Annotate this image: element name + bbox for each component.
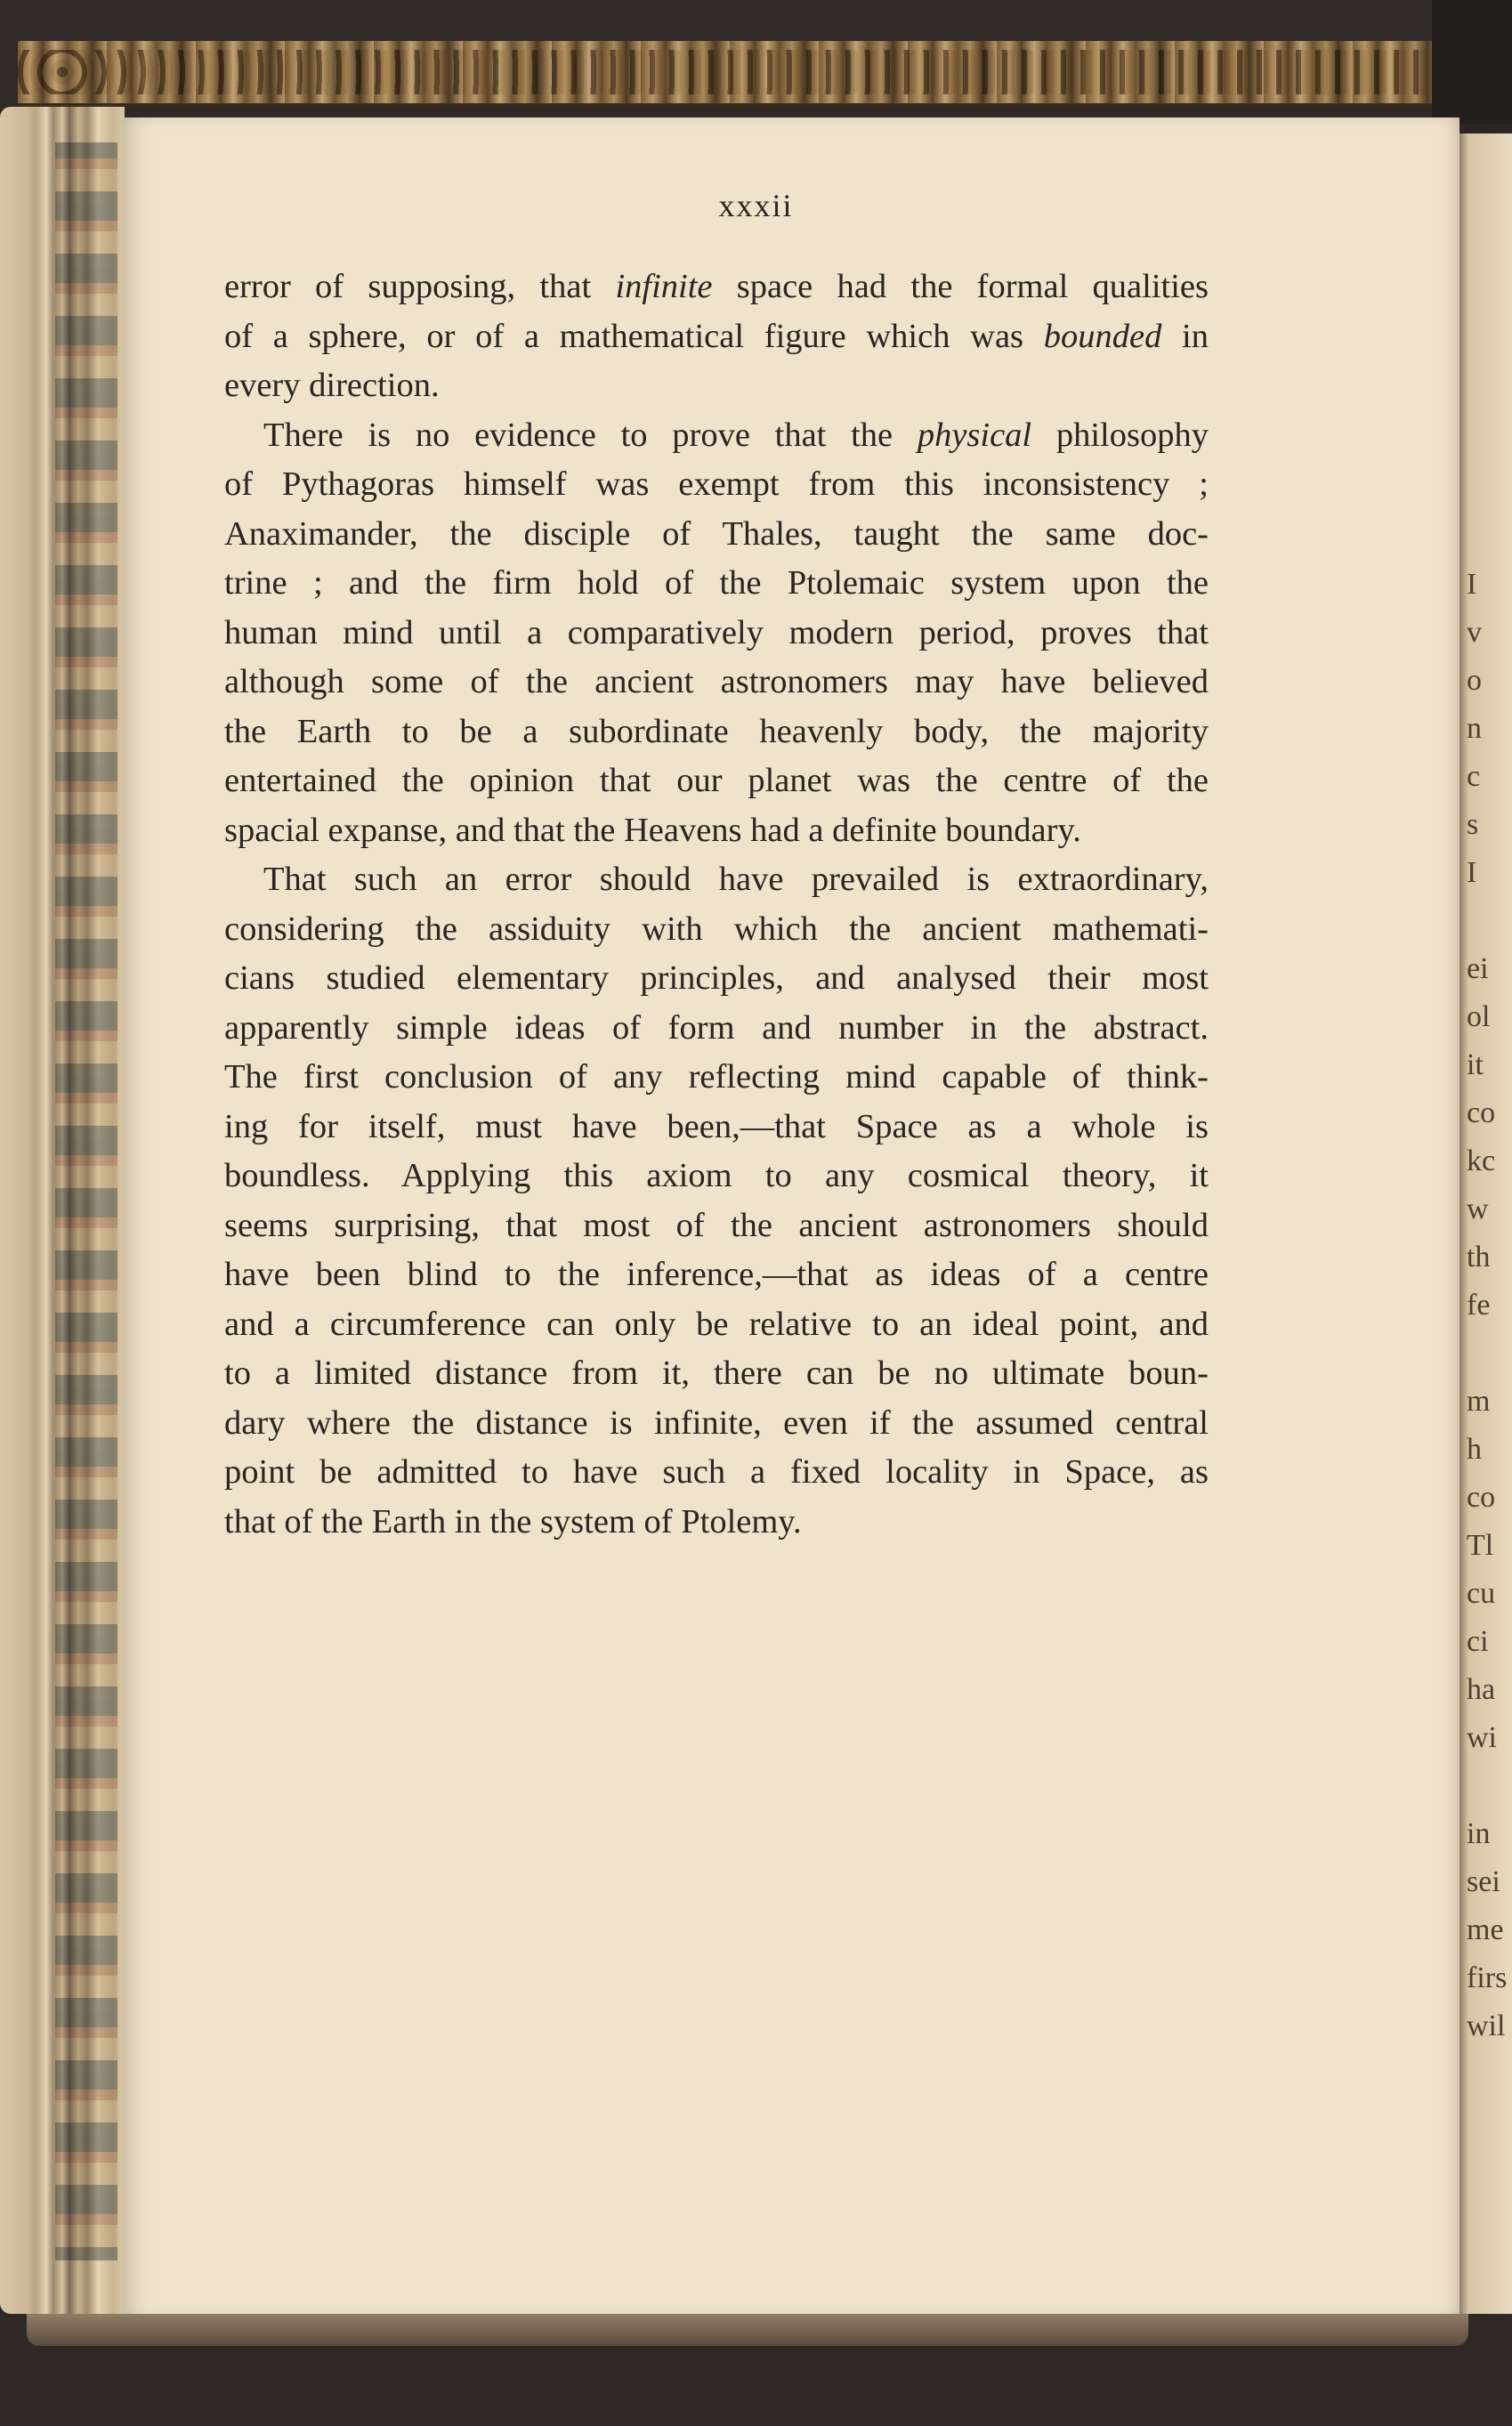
binding-corner	[1432, 0, 1512, 125]
text-line	[224, 263, 1209, 312]
text-run: the Earth to be a subordinate heavenly body, the majority	[224, 712, 1209, 750]
italic-word: infinite	[615, 268, 713, 305]
text-line	[224, 1103, 1209, 1152]
text-line	[224, 1004, 1209, 1054]
text-run: of Pythagoras himself was exempt from this inconsistency ;	[224, 465, 1209, 503]
text-line	[224, 1152, 1209, 1201]
page-fore-edges	[0, 107, 125, 2314]
text-run: philosophy	[1031, 416, 1209, 454]
italic-word: physical	[917, 416, 1032, 454]
text-run: seems surprising, that most of the ancient astronomers should	[224, 1206, 1209, 1244]
text-run: that of the Earth in the system of Ptolemy.	[224, 1502, 802, 1541]
text-line	[224, 1250, 1209, 1300]
text-run: entertained the opinion that our planet was the centre of the	[224, 762, 1209, 799]
text-run: apparently simple ideas of form and number in the abstract.	[224, 1008, 1209, 1047]
text-run: every direction.	[224, 367, 440, 404]
text-line	[224, 312, 1209, 362]
gilt-ornament-border	[18, 41, 1451, 107]
text-run: boundless. Applying this axiom to any cosmical theory, it	[224, 1157, 1209, 1194]
text-line	[224, 1399, 1209, 1449]
text-run: Anaximander, the disciple of Thales, taught the same doc-	[224, 514, 1209, 553]
text-line	[224, 708, 1209, 757]
text-line	[224, 756, 1209, 806]
text-run: cians studied elementary principles, and analysed their most	[224, 959, 1209, 997]
text-line	[224, 855, 1209, 905]
text-run: although some of the ancient astronomers may have believed	[224, 663, 1209, 700]
facing-page-edge	[1459, 133, 1512, 2332]
text-run: in	[1161, 317, 1209, 355]
text-line	[224, 411, 1209, 461]
text-line	[224, 1498, 1209, 1548]
text-line	[224, 1300, 1209, 1350]
paragraph	[224, 411, 1209, 856]
binding-top	[0, 0, 1512, 125]
text-line	[224, 905, 1209, 955]
page-number: xxxii	[718, 188, 794, 223]
page-bottom-lip	[27, 2314, 1468, 2346]
paragraph	[224, 263, 1209, 411]
text-line	[224, 1448, 1209, 1498]
binding-bottom	[0, 2314, 1512, 2426]
text-run: There is no evidence to prove that the	[263, 416, 918, 454]
text-run: trine ; and the firm hold of the Ptolemaic system upon the	[224, 564, 1209, 602]
text-line	[224, 1201, 1209, 1251]
text-line	[224, 658, 1209, 708]
italic-word: bounded	[1043, 317, 1162, 355]
text-run: considering the assiduity with which the ancient mathemati-	[224, 910, 1209, 948]
text-run: That such an error should have prevailed is extraordinary,	[263, 861, 1209, 898]
text-line	[224, 510, 1209, 560]
text-run: of a sphere, or of a mathematical figure which was	[224, 317, 1044, 355]
text-line	[224, 1349, 1209, 1399]
paragraph	[224, 855, 1209, 1547]
text-run: spacial expanse, and that the Heavens had a definite boundary.	[224, 811, 1081, 849]
facing-page-text-fragment: I v o n c s I ei ol it co kc w th fe m h co Tl cu ci ha wi in sei me firs wil	[1467, 568, 1508, 2042]
text-line	[224, 559, 1209, 609]
text-line	[224, 954, 1209, 1004]
text-run: space had the formal qualities	[712, 268, 1209, 305]
text-run: human mind until a comparatively modern period, proves that	[224, 613, 1209, 651]
text-run: have been blind to the inference,—that as ideas of a centre	[224, 1256, 1209, 1293]
text-run: and a circumference can only be relative to an ideal point, and	[224, 1305, 1209, 1343]
text-run: to a limited distance from it, there can be no ultimate boun-	[224, 1355, 1209, 1392]
body-text	[224, 263, 1209, 1547]
text-line	[224, 460, 1209, 510]
text-run: ing for itself, must have been,—that Space as a whole is	[224, 1107, 1209, 1145]
text-line	[224, 806, 1209, 856]
text-line	[224, 609, 1209, 659]
text-run: point be admitted to have such a fixed locality in Space, as	[224, 1453, 1209, 1491]
text-line	[224, 361, 1209, 411]
text-run: error of supposing, that	[224, 268, 616, 305]
text-run: dary where the distance is infinite, even if the assumed central	[224, 1403, 1209, 1442]
text-run: The first conclusion of any reflecting mind capable of think-	[224, 1058, 1209, 1096]
text-line	[224, 1053, 1209, 1103]
